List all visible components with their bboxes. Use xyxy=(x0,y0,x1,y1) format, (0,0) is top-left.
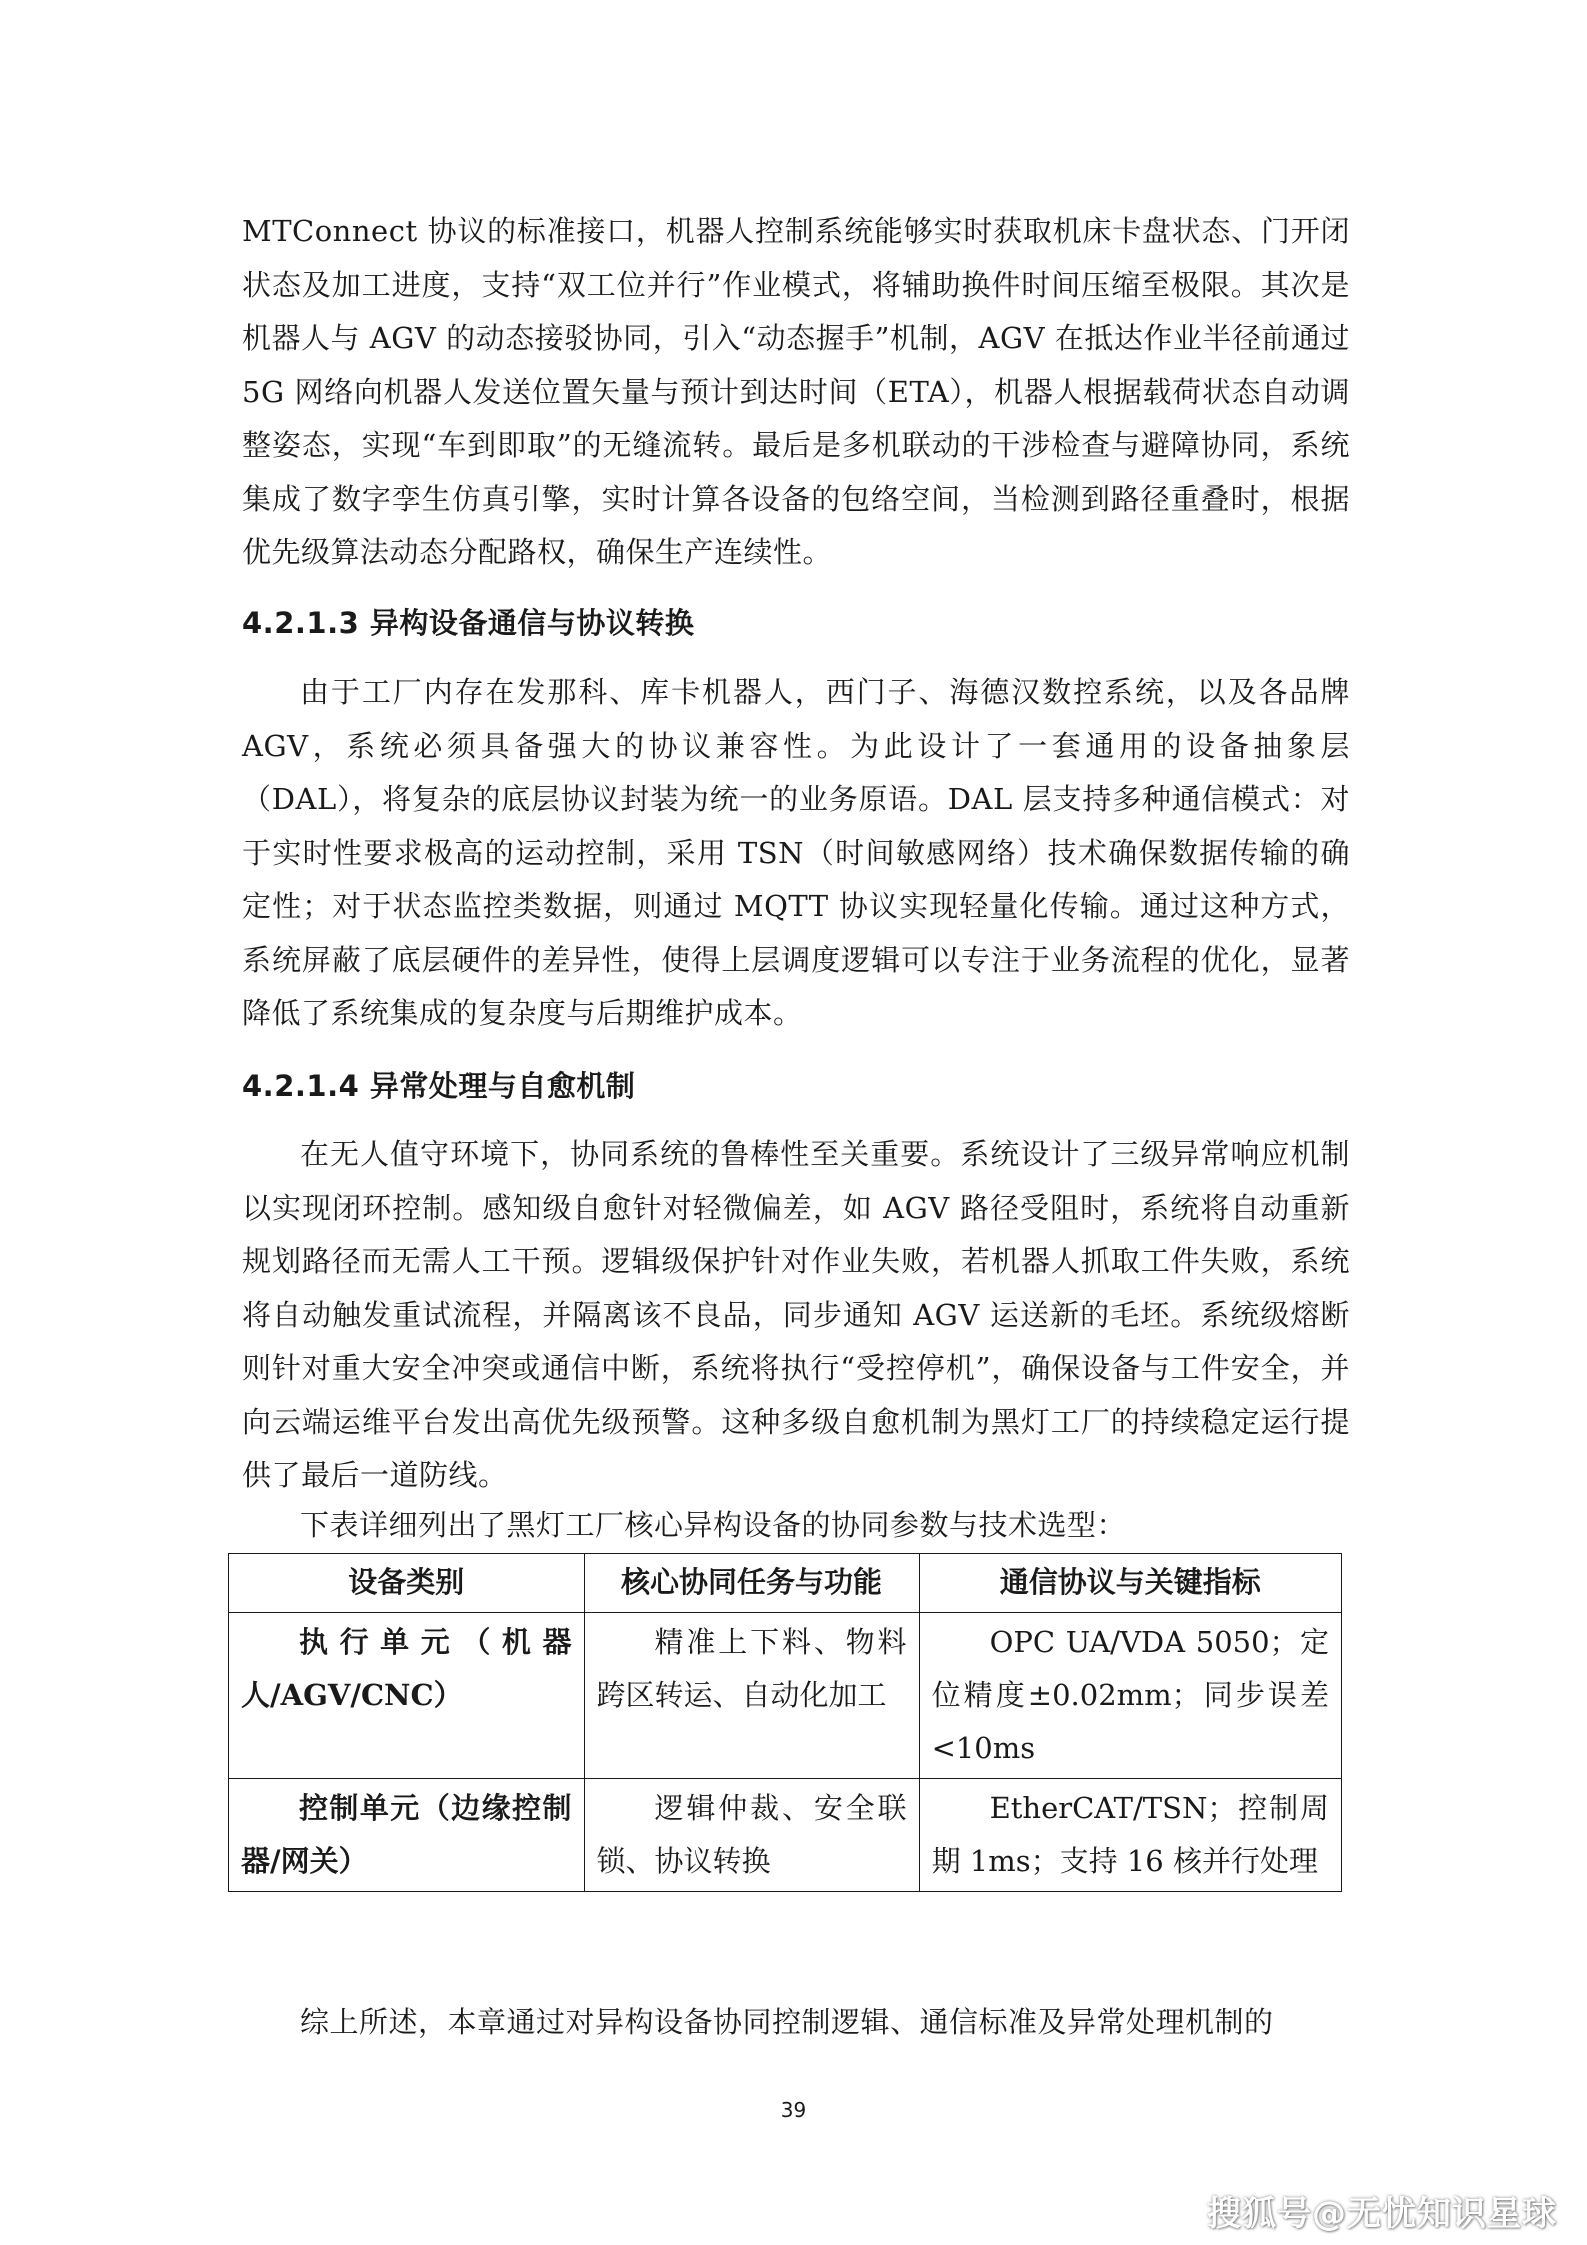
paragraph-protocol-conversion: 由于工厂内存在发那科、库卡机器人，西门子、海德汉数控系统，以及各品牌 AGV，系统必须具备强大的协议兼容性。为此设计了一套通用的设备抽象层（DAL），将复杂的底层协议封装为统一的业务原语。DAL 层支持多种通信模式：对于实时性要求极高的运动控制，采用 TSN（时间敏感网络）技术确保数据传输的确定性；对于状态监控类数据，则通过 MQTT 协议实现轻量化传输。通过这种方式，系统屏蔽了底层硬件的差异性，使得上层调度逻辑可以专注于业务流程的优化，显著降低了系统集成的复杂度与后期维护成本。 xyxy=(242,675,1350,1030)
table-header-cell: 设备类别 xyxy=(229,1554,585,1613)
section-heading-4-2-1-4: 4.2.1.4 异常处理与自愈机制 xyxy=(242,1069,636,1103)
table-header-cell: 通信协议与关键指标 xyxy=(919,1554,1341,1613)
section-heading-4-2-1-3: 4.2.1.3 异构设备通信与协议转换 xyxy=(242,606,695,640)
table-row xyxy=(229,1779,1342,1892)
table-cell-task-function: 逻辑仲裁、安全联锁、协议转换 xyxy=(584,1779,919,1892)
table-cell-task-function: 精准上下料、物料跨区转运、自动化加工 xyxy=(584,1613,919,1779)
paragraph-mtconnect: MTConnect 协议的标准接口，机器人控制系统能够实时获取机床卡盘状态、门开闭状态及加工进度，支持“双工位并行”作业模式，将辅助换件时间压缩至极限。其次是机器人与 AGV 的动态接驳协同，引入“动态握手”机制，AGV 在抵达作业半径前通过 5G 网络向机器人发送位置矢量与预计到达时间（ETA），机器人根据载荷状态自动调整姿态，实现“车到即取”的无缝流转。最后是多机联动的干涉检查与避障协同，系统集成了数字孪生仿真引擎，实时计算各设备的包络空间，当检测到路径重叠时，根据优先级算法动态分配路权，确保生产连续性。 xyxy=(242,214,1350,569)
device-parameters-table xyxy=(228,1553,1342,1892)
paragraph-self-healing: 在无人值守环境下，协同系统的鲁棒性至关重要。系统设计了三级异常响应机制以实现闭环控制。感知级自愈针对轻微偏差，如 AGV 路径受阻时，系统将自动重新规划路径而无需人工干预。逻辑级保护针对作业失败，若机器人抓取工件失败，系统将自动触发重试流程，并隔离该不良品，同步通知 AGV 运送新的毛坯。系统级熔断则针对重大安全冲突或通信中断，系统将执行“受控停机”，确保设备与工件安全，并向云端运维平台发出高优先级预警。这种多级自愈机制为黑灯工厂的持续稳定运行提供了最后一道防线。 xyxy=(242,1137,1350,1492)
table-header-row xyxy=(229,1554,1342,1613)
table-cell-protocol-metrics: OPC UA/VDA 5050；定位精度±0.02mm；同步误差<10ms xyxy=(919,1613,1341,1779)
table-header-cell: 核心协同任务与功能 xyxy=(584,1554,919,1613)
page-number: 39 xyxy=(780,2098,807,2122)
paragraph-table-intro: 下表详细列出了黑灯工厂核心异构设备的协同参数与技术选型： xyxy=(300,1508,1127,1542)
table-cell-device-category: 控制单元（边缘控制器/网关） xyxy=(229,1779,585,1892)
table-row xyxy=(229,1613,1342,1779)
watermark: 搜狐号@无忧知识星球 xyxy=(1207,2194,1557,2234)
paragraph-conclusion: 综上所述，本章通过对异构设备协同控制逻辑、通信标准及异常处理机制的 xyxy=(300,2005,1274,2039)
table-cell-protocol-metrics: EtherCAT/TSN；控制周期 1ms；支持 16 核并行处理 xyxy=(919,1779,1341,1892)
table-cell-device-category: 执行单元（机器人/AGV/CNC） xyxy=(229,1613,585,1779)
